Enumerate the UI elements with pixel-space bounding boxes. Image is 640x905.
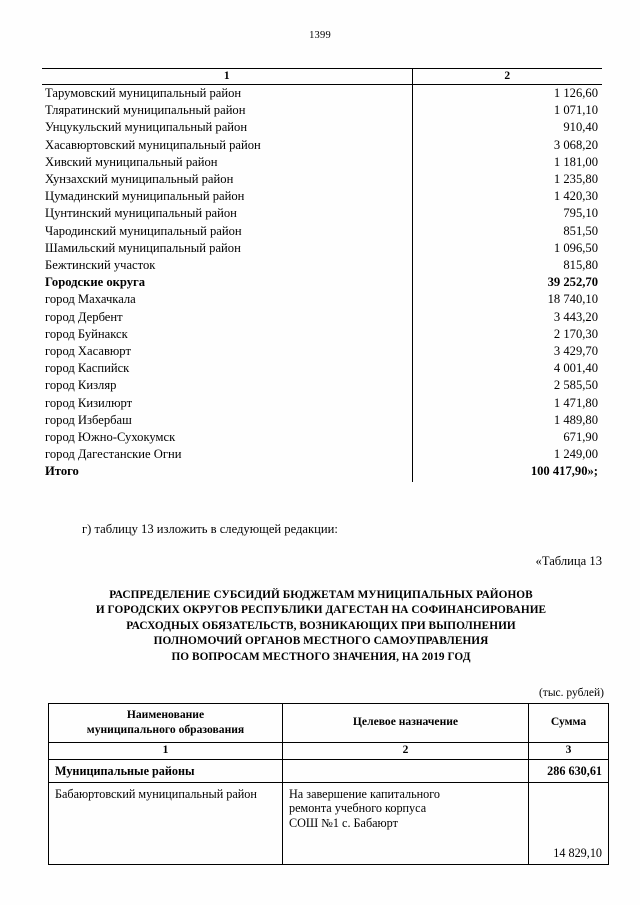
continued-table-body bbox=[42, 85, 602, 482]
continued-allocation-table bbox=[42, 68, 602, 482]
municipality-name: Тляратинский муниципальный район bbox=[42, 102, 412, 119]
table-row bbox=[42, 205, 602, 222]
municipality-name: город Хасавюрт bbox=[42, 343, 412, 360]
municipality-name: город Избербаш bbox=[42, 412, 412, 429]
municipality-amount: 910,40 bbox=[563, 120, 598, 135]
group-amount: 286 630,61 bbox=[529, 760, 609, 783]
municipality-name: Хунзахский муниципальный район bbox=[42, 171, 412, 188]
subsidy-purpose bbox=[283, 782, 529, 864]
municipality-name: Бабаюртовский муниципальный район bbox=[49, 782, 283, 864]
table-row bbox=[42, 429, 602, 446]
municipality-amount: 18 740,10 bbox=[547, 292, 598, 307]
municipality-name: город Дагестанские Огни bbox=[42, 446, 412, 463]
municipality-amount: 671,90 bbox=[563, 430, 598, 445]
table-row bbox=[42, 343, 602, 360]
column-number-1: 1 bbox=[49, 743, 283, 760]
table-row bbox=[42, 291, 602, 308]
municipality-amount: 1 235,80 bbox=[553, 172, 598, 187]
table-row bbox=[42, 223, 602, 240]
municipality-amount: 815,80 bbox=[563, 258, 598, 273]
municipality-amount: 3 429,70 bbox=[553, 344, 598, 359]
municipality-amount: 4 001,40 bbox=[553, 361, 598, 376]
municipality-amount: 1 126,60 bbox=[553, 86, 598, 100]
table-row bbox=[42, 360, 602, 377]
column-number-1: 1 bbox=[42, 69, 412, 85]
municipality-name: Цунтинский муниципальный район bbox=[42, 205, 412, 222]
purpose-line-3: СОШ №1 с. Бабаюрт bbox=[289, 815, 398, 830]
table-label: «Таблица 13 bbox=[535, 554, 602, 568]
municipality-name: город Кизляр bbox=[42, 377, 412, 394]
purpose-line-1: На завершение капитального bbox=[289, 786, 441, 801]
table-column-number-row bbox=[42, 69, 602, 85]
municipality-amount: 2 585,50 bbox=[553, 378, 598, 393]
table-row bbox=[42, 85, 602, 103]
table-row bbox=[42, 102, 602, 119]
heading-line-4: ПОЛНОМОЧИЙ ОРГАНОВ МЕСТНОГО САМОУПРАВЛЕНИЯ bbox=[153, 635, 489, 648]
municipality-amount bbox=[529, 782, 609, 864]
municipality-amount: 1 489,80 bbox=[553, 412, 598, 427]
page-number: 1399 bbox=[309, 30, 331, 41]
municipality-name: Бежтинский участок bbox=[42, 257, 412, 274]
municipality-amount: 1 471,80 bbox=[553, 395, 598, 410]
header-municipality-name bbox=[49, 704, 283, 743]
municipality-name: город Каспийск bbox=[42, 360, 412, 377]
municipality-amount: 1 071,10 bbox=[553, 103, 598, 118]
municipality-name: Хивский муниципальный район bbox=[42, 154, 412, 171]
group-name: Муниципальные районы bbox=[49, 760, 283, 783]
column-number-2: 2 bbox=[283, 743, 529, 760]
heading-line-5: ПО ВОПРОСАМ МЕСТНОГО ЗНАЧЕНИЯ, НА 2019 ГОД bbox=[171, 650, 471, 663]
municipality-amount: 851,50 bbox=[563, 223, 598, 238]
table-row bbox=[42, 257, 602, 274]
table-row bbox=[42, 395, 602, 412]
municipality-name: Хасавюртовский муниципальный район bbox=[42, 137, 412, 154]
header-purpose: Целевое назначение bbox=[283, 704, 529, 743]
group-purpose bbox=[283, 760, 529, 783]
municipality-amount: 2 170,30 bbox=[553, 326, 598, 341]
table-row-group bbox=[49, 760, 609, 783]
table-row-total bbox=[42, 463, 602, 481]
distribution-table-body bbox=[49, 760, 609, 865]
heading-line-1: РАСПРЕДЕЛЕНИЕ СУБСИДИЙ БЮДЖЕТАМ МУНИЦИПАЛЬНЫХ РАЙОНОВ bbox=[109, 589, 533, 601]
column-number-3: 3 bbox=[529, 743, 609, 760]
municipality-amount: 3 443,20 bbox=[553, 309, 598, 324]
table-row bbox=[49, 782, 609, 864]
heading-line-2: И ГОРОДСКИХ ОКРУГОВ РЕСПУБЛИКИ ДАГЕСТАН НА СОФИНАНСИРОВАНИЕ bbox=[95, 604, 547, 617]
header-name-line1: Наименование bbox=[126, 708, 205, 721]
group-name: Городские округа bbox=[42, 274, 412, 291]
municipality-amount: 1 420,30 bbox=[553, 189, 598, 204]
municipality-name: город Кизилюрт bbox=[42, 395, 412, 412]
table-row bbox=[42, 309, 602, 326]
municipality-amount: 1 096,50 bbox=[553, 240, 598, 255]
municipality-amount: 795,10 bbox=[563, 206, 598, 221]
subsidy-distribution-table bbox=[48, 703, 609, 865]
table-row bbox=[42, 377, 602, 394]
distribution-column-number-row bbox=[49, 743, 609, 760]
document-heading bbox=[40, 588, 602, 665]
municipality-name: город Махачкала bbox=[42, 291, 412, 308]
municipality-amount: 1 249,00 bbox=[553, 447, 598, 462]
table-row bbox=[42, 154, 602, 171]
municipality-name: город Буйнакск bbox=[42, 326, 412, 343]
group-amount: 39 252,70 bbox=[547, 275, 598, 290]
total-label: Итого bbox=[42, 463, 412, 481]
municipality-name: Чародинский муниципальный район bbox=[42, 223, 412, 240]
total-amount: 100 417,90»; bbox=[530, 464, 598, 479]
municipality-name: Тарумовский муниципальный район bbox=[42, 85, 412, 103]
purpose-line-2: ремонта учебного корпуса bbox=[289, 801, 427, 816]
header-sum: Сумма bbox=[529, 704, 609, 743]
municipality-name: город Южно-Сухокумск bbox=[42, 429, 412, 446]
municipality-name: Унцукульский муниципальный район bbox=[42, 119, 412, 136]
table-row-subtotal bbox=[42, 274, 602, 291]
table-row bbox=[42, 412, 602, 429]
table-row bbox=[42, 188, 602, 205]
table-row bbox=[42, 240, 602, 257]
municipality-name: Шамильский муниципальный район bbox=[42, 240, 412, 257]
distribution-header-row bbox=[49, 704, 609, 743]
table-row bbox=[42, 171, 602, 188]
amendment-paragraph: г) таблицу 13 изложить в следующей редакции: bbox=[82, 522, 338, 536]
amount-value: 14 829,10 bbox=[553, 846, 602, 860]
heading-line-3: РАСХОДНЫХ ОБЯЗАТЕЛЬСТВ, ВОЗНИКАЮЩИХ ПРИ ВЫПОЛНЕНИИ bbox=[126, 619, 516, 632]
header-name-line2: муниципального образования bbox=[86, 722, 245, 736]
units-note: (тыс. рублей) bbox=[538, 687, 604, 699]
table-row bbox=[42, 137, 602, 154]
municipality-amount: 1 181,00 bbox=[553, 154, 598, 169]
column-number-2: 2 bbox=[412, 69, 602, 85]
table-row bbox=[42, 119, 602, 136]
municipality-name: город Дербент bbox=[42, 309, 412, 326]
municipality-amount: 3 068,20 bbox=[553, 137, 598, 152]
table-row bbox=[42, 446, 602, 463]
table-row bbox=[42, 326, 602, 343]
municipality-name: Цумадинский муниципальный район bbox=[42, 188, 412, 205]
